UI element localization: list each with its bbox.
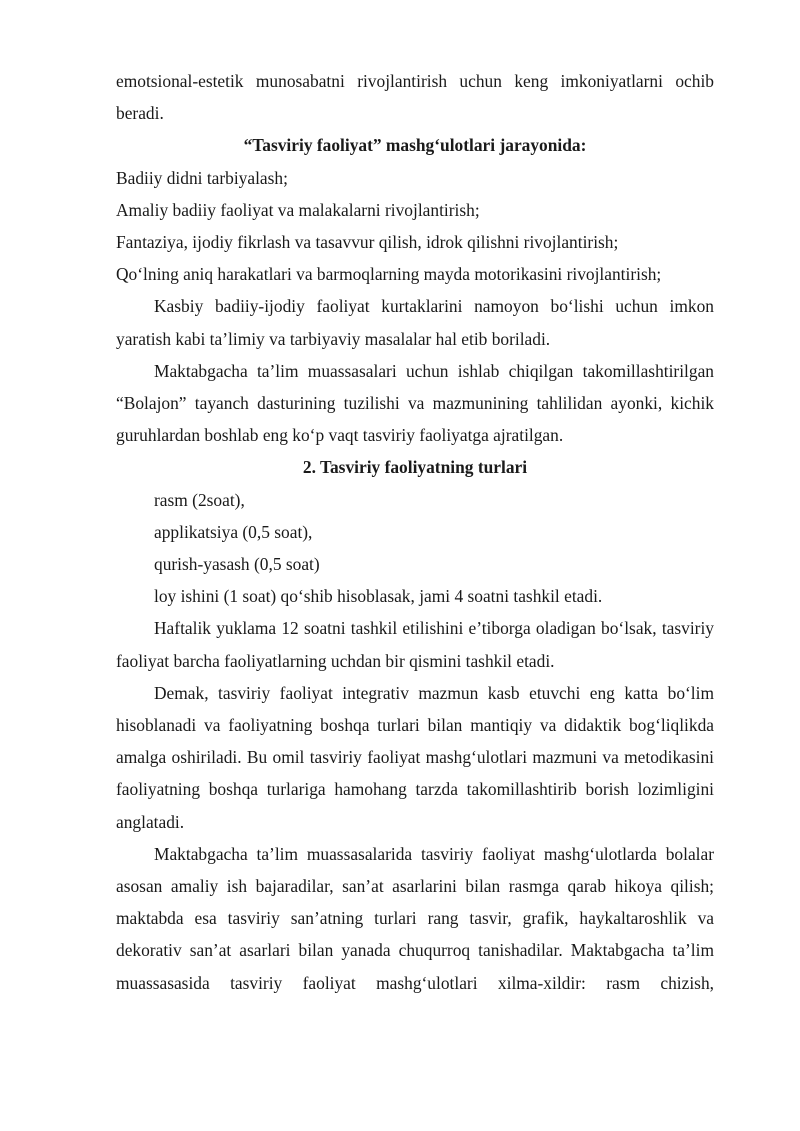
list-line-practical-skills: Amaliy badiiy faoliyat va malakalarni rivojlantirish;: [116, 199, 480, 220]
list-line-motor-skills: Qo‘lning aniq harakatlari va barmoqlarning mayda motorikasini rivojlantirish;: [116, 264, 662, 285]
list-line-fantasy: Fantaziya, ijodiy fikrlash va tasavvur qilish, idrok qilishni rivojlantirish;: [116, 232, 619, 253]
heading-activity-sessions: “Tasviriy faoliyat” mashg‘ulotlari jarayonida:: [243, 135, 587, 156]
list-item-drawing: rasm (2soat),: [154, 489, 245, 510]
list-line-taste: Badiiy didni tarbiyalash;: [116, 167, 288, 188]
list-item-construction: qurish-yasash (0,5 soat): [154, 554, 320, 575]
paragraph-preschool-activity: Maktabgacha ta’lim muassasalarida tasviriy faoliyat mashg‘ulotlarda bolalar asosan amaliy ish bajaradilar, san’at asarlarini bilan rasmga qarab hikoya qilish; maktabda esa tasviriy san’atning turlari rang tasvir, grafik, haykaltaroshlik va dekorativ san’at asarlari bilan yanada chuqurroq tanishadilar. Maktabgacha ta’lim muassasasida tasviriy faoliyat mashg‘ulotlari xilma-xildir: rasm chizish,: [116, 843, 714, 993]
paragraph-weekly-load: Haftalik yuklama 12 soatni tashkil etilishini e’tiborga oladigan bo‘lsak, tasviriy faoliyat barcha faoliyatlarning uchdan bir qismini tashkil etadi.: [116, 618, 714, 671]
paragraph-bolajon-program: Maktabgacha ta’lim muassasalari uchun ishlab chiqilgan takomillashtirilgan “Bolajon” tayanch dasturining tuzilishi va mazmunining tahlilidan ayonki, kichik guruhlardan boshlab eng ko‘p vaqt tasviriy faoliyatga ajratilgan.: [116, 360, 714, 446]
document-page: [116, 65, 714, 999]
paragraph-professional-tasks: Kasbiy badiiy-ijodiy faoliyat kurtaklarini namoyon bo‘lishi uchun imkon yaratish kabi ta’limiy va tarbiyaviy masalalar hal etib boriladi.: [116, 296, 714, 349]
paragraph-intro-continuation: emotsional-estetik munosabatni rivojlantirish uchun keng imkoniyatlarni ochib beradi.: [116, 71, 714, 124]
list-item-clay: loy ishini (1 soat) qo‘shib hisoblasak, jami 4 soatni tashkil etadi.: [154, 586, 603, 607]
heading-activity-types: 2. Tasviriy faoliyatning turlari: [302, 457, 528, 478]
paragraph-integrative: Demak, tasviriy faoliyat integrativ mazmun kasb etuvchi eng katta bo‘lim hisoblanadi va faoliyatning boshqa turlari bilan mantiqiy va didaktik bog‘liqlikda amalga oshiriladi. Bu omil tasviriy faoliyat mashg‘ulotlari mazmuni va metodikasini faoliyatning boshqa turlariga hamohang tarzda takomillashtirib borish lozimligini anglatadi.: [116, 682, 714, 832]
list-item-applique: applikatsiya (0,5 soat),: [154, 521, 313, 542]
